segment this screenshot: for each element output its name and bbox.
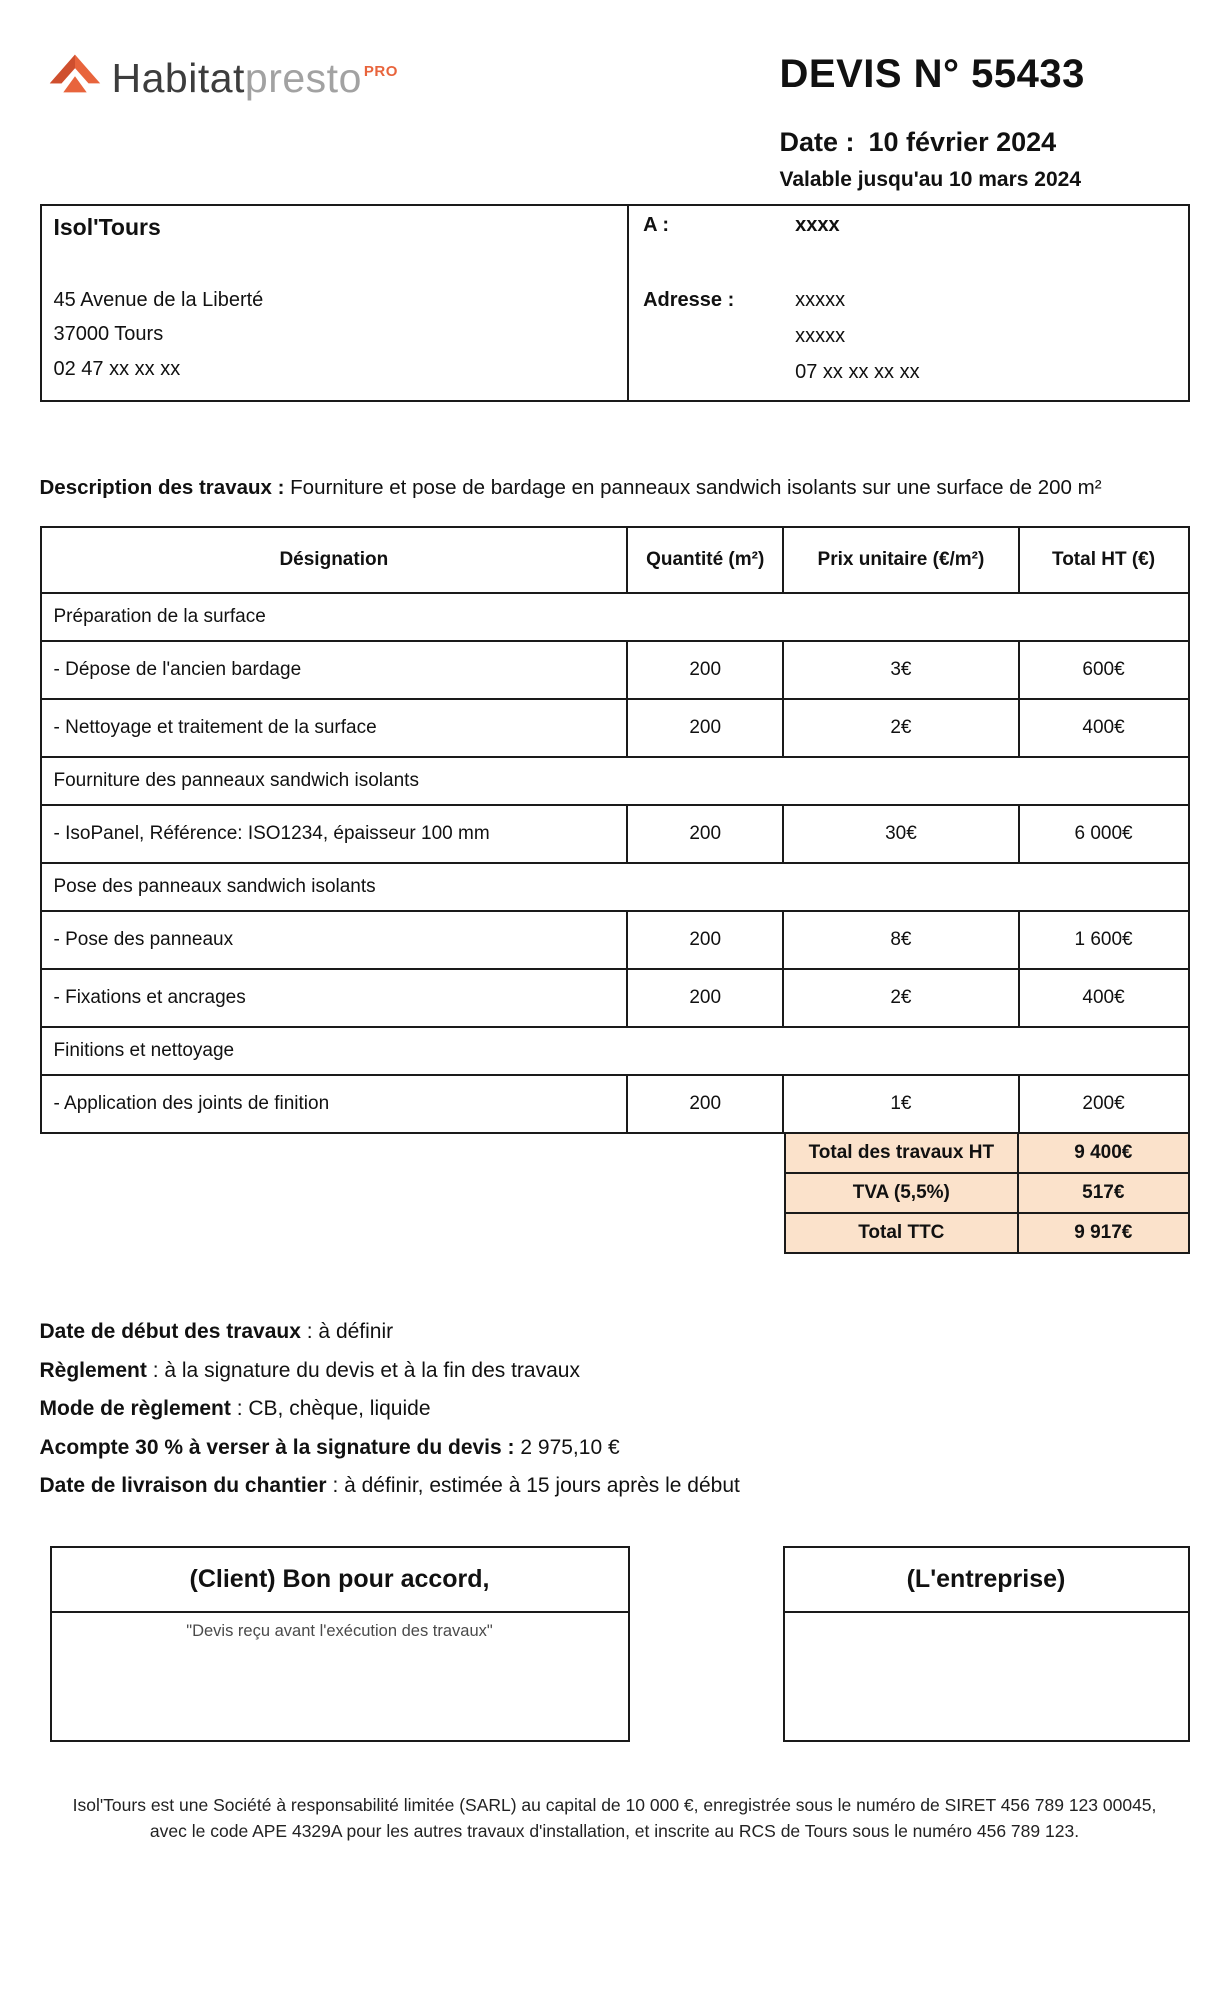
totals-value: 9 400€ [1074, 1142, 1133, 1164]
col-header-quantity: Quantité (m²) [627, 527, 783, 593]
item-quantity: 200 [627, 1075, 783, 1133]
group-designation: Pose des panneaux sandwich isolants [41, 863, 1189, 911]
item-total: 400€ [1019, 969, 1189, 1027]
item-unit-price: 8€ [783, 911, 1018, 969]
document-header [40, 52, 1190, 192]
item-unit-price: 2€ [783, 969, 1018, 1027]
client-signature-note: "Devis reçu avant l'exécution des travaux" [186, 1622, 493, 1641]
signature-section [40, 1546, 1190, 1742]
client-to-label: A : [643, 214, 670, 236]
items-table-body [41, 593, 1189, 1133]
item-total: 400€ [1019, 699, 1189, 757]
table-row [41, 1075, 1189, 1133]
title-block [780, 52, 1190, 192]
logo-text-habitat: Habitat [111, 55, 245, 101]
item-quantity: 200 [627, 969, 783, 1027]
company-signature-title: (L'entreprise) [785, 1548, 1188, 1613]
terms-block [40, 1320, 1190, 1498]
validity-note: Valable jusqu'au 10 mars 2024 [779, 168, 1081, 191]
works-description-text: Fourniture et pose de bardage en panneaux sandwich isolants sur une surface de 200 m² [290, 476, 1102, 500]
logo-wordmark [112, 52, 396, 114]
term-line [40, 1436, 1190, 1460]
company-address-line2: 37000 Tours [53, 323, 164, 346]
item-quantity: 200 [627, 805, 783, 863]
date-value: 10 février 2024 [868, 127, 1057, 157]
group-designation: Fourniture des panneaux sandwich isolants [41, 757, 1189, 805]
table-group-row [41, 757, 1189, 805]
habitatpresto-logo [40, 52, 396, 114]
client-address-line2: xxxxx [795, 325, 846, 347]
works-description [40, 476, 1190, 500]
company-address-line1: 45 Avenue de la Liberté [53, 289, 264, 311]
company-name: Isol'Tours [53, 214, 161, 240]
term-line [40, 1359, 1190, 1383]
table-row [41, 699, 1189, 757]
parties-box [40, 204, 1190, 402]
legal-footer: Isol'Tours est une Société à responsabilité limitée (SARL) au capital de 10 000 €, enregistrée sous le numéro de SIRET 456 789 123 00045, avec le code APE 4329A pour les autres travaux d'installation, et inscrite au RCS de Tours sous le numéro 456 789 123. [72, 1795, 1157, 1842]
totals-label: Total des travaux HT [786, 1134, 1020, 1172]
totals-row [786, 1212, 1188, 1252]
logo-text-presto: presto [244, 55, 362, 101]
item-designation: - Nettoyage et traitement de la surface [41, 699, 628, 757]
quote-document [40, 0, 1190, 1845]
group-designation: Finitions et nettoyage [41, 1027, 1189, 1075]
item-unit-price: 1€ [783, 1075, 1018, 1133]
term-label: Règlement [39, 1358, 147, 1382]
totals-value: 9 917€ [1074, 1222, 1133, 1244]
client-signature-box [50, 1546, 630, 1742]
logo-pro-badge: PRO [363, 63, 398, 80]
term-value: : à la signature du devis et à la fin des travaux [152, 1358, 580, 1382]
client-block [627, 206, 1187, 400]
item-designation: - Application des joints de finition [41, 1075, 628, 1133]
totals-block [784, 1134, 1190, 1254]
term-line [40, 1320, 1190, 1344]
totals-row [786, 1172, 1188, 1212]
item-designation: - Pose des panneaux [41, 911, 628, 969]
works-description-label: Description des travaux : [39, 476, 285, 500]
table-row [41, 911, 1189, 969]
term-value: : CB, chèque, liquide [236, 1397, 431, 1421]
company-signature-box [783, 1546, 1190, 1742]
totals-label: TVA (5,5%) [786, 1174, 1020, 1212]
table-row [41, 641, 1189, 699]
term-label: Acompte 30 % à verser à la signature du devis : [39, 1435, 515, 1459]
item-designation: - Fixations et ancrages [41, 969, 628, 1027]
item-designation: - IsoPanel, Référence: ISO1234, épaisseur 100 mm [41, 805, 628, 863]
table-group-row [41, 1027, 1189, 1075]
term-line [40, 1397, 1190, 1421]
col-header-designation: Désignation [41, 527, 628, 593]
item-unit-price: 2€ [783, 699, 1018, 757]
item-quantity: 200 [627, 911, 783, 969]
item-total: 6 000€ [1019, 805, 1189, 863]
client-to-value: xxxx [795, 214, 840, 236]
company-block [42, 206, 628, 400]
table-group-row [41, 593, 1189, 641]
client-address-line1: xxxxx [795, 289, 846, 311]
item-unit-price: 3€ [783, 641, 1018, 699]
term-label: Mode de règlement [39, 1397, 231, 1421]
term-label: Date de début des travaux [39, 1320, 301, 1344]
term-value: : à définir, estimée à 15 jours après le début [332, 1474, 740, 1498]
table-row [41, 969, 1189, 1027]
document-title: DEVIS N° 55433 [779, 52, 1085, 96]
client-address-row2 [643, 325, 1173, 348]
term-label: Date de livraison du chantier [39, 1474, 327, 1498]
totals-row [786, 1134, 1188, 1172]
col-header-total: Total HT (€) [1019, 527, 1189, 593]
term-value: : à définir [306, 1320, 394, 1344]
client-signature-title: (Client) Bon pour accord, [52, 1548, 628, 1613]
company-phone: 02 47 xx xx xx [53, 357, 181, 380]
totals-value: 517€ [1082, 1182, 1125, 1204]
term-line [40, 1474, 1190, 1498]
item-total: 1 600€ [1019, 911, 1189, 969]
document-date [780, 127, 1190, 158]
item-designation: - Dépose de l'ancien bardage [41, 641, 628, 699]
client-address-label: Adresse : [643, 289, 735, 311]
item-total: 200€ [1019, 1075, 1189, 1133]
client-to-row [643, 214, 1173, 237]
company-address [54, 283, 616, 386]
item-total: 600€ [1019, 641, 1189, 699]
items-table [40, 526, 1190, 1134]
term-value: 2 975,10 € [520, 1435, 620, 1459]
table-row [41, 805, 1189, 863]
client-address-row [643, 289, 1173, 312]
item-unit-price: 30€ [783, 805, 1018, 863]
date-label: Date : [779, 127, 855, 157]
client-phone: 07 xx xx xx xx [795, 361, 920, 383]
item-quantity: 200 [627, 641, 783, 699]
totals-label: Total TTC [786, 1214, 1020, 1252]
table-group-row [41, 863, 1189, 911]
house-chevron-icon [48, 52, 102, 104]
client-phone-row [643, 361, 1173, 384]
group-designation: Préparation de la surface [41, 593, 1189, 641]
item-quantity: 200 [627, 699, 783, 757]
col-header-unit-price: Prix unitaire (€/m²) [783, 527, 1018, 593]
table-header-row [41, 527, 1189, 593]
